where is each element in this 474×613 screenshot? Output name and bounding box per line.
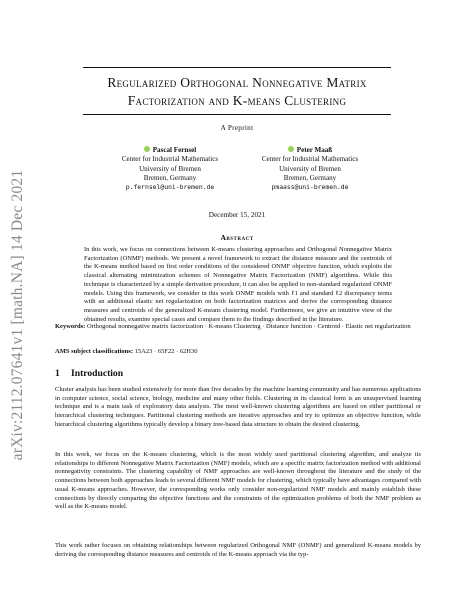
author-block-2 [240,146,380,192]
author-name: Pascal Fernsel [152,146,197,154]
keywords-text: Orthogonal nonnegative matrix factorization · K-means Clustering · Distance function · Centroid · Elastic net regularization [86,323,411,330]
author-email[interactable]: p.fernsel@uni-bremen.de [125,183,215,192]
author-university: University of Bremen [279,164,341,173]
title-bottom-rule [83,114,391,115]
abstract-heading: Abstract [220,233,254,242]
preprint-label: A Preprint [220,124,254,132]
keywords [55,323,421,332]
section-number: 1 [55,368,60,379]
author-university: University of Bremen [139,164,201,173]
title-top-rule [83,67,391,68]
section-heading [55,368,123,379]
paper-title [60,74,414,110]
date: December 15, 2021 [208,211,266,219]
ams-label: AMS subject classifications: [55,348,133,355]
author-name: Peter Maaß [296,146,333,154]
section-title: Introduction [71,368,124,379]
orcid-icon[interactable] [288,146,294,152]
ams-classifications [55,348,421,357]
author-institute: Center for Industrial Mathematics [121,155,219,164]
author-block-1 [100,146,240,192]
keywords-label: Keywords: [55,323,86,330]
author-institute: Center for Industrial Mathematics [261,155,359,164]
title-line-1: Regularized Orthogonal Nonnegative Matrix [107,75,367,90]
ams-text: 15A23 · 65F22 · 62H30 [134,348,198,355]
arxiv-stamp: arXiv:2112.07641v1 [math.NA] 14 Dec 2021 [9,169,26,461]
author-city: Bremen, Germany [283,173,337,182]
paragraph: In this work, we focus on the K-means clustering, which is the most widely used partitional clustering algorithm, and analyze its relationships to different Nonnegative Matrix Factorization (NMF) models, which are a specific matrix factorization method with additional nonnegativity constraints. The clustering capability of NMF approaches are well-known throughout the literature and the study of the connections between both approaches leads to several different NMF models for clustering, which typically have advantages compared with usual K-means approaches. However, the corresponding works only consider non-regularized NMF models and mainly establish these connections by directly comparing the objective functions and the constraints of the optimization problems of both the NMF problem as well as the K-means model. [55,451,421,511]
paragraph: Cluster analysis has been studied extensively for more than five decades by the machine learning community and has numerous applications in computer science, social science, biology, medicine and many other fields. Clustering in its classical form is an unsupervised learning technique and is a main task of exploratory data analysis. The most well-known clustering algorithms are based on either partitional or hierarchical clustering techniques. Partitional clustering methods are iterative approaches and try to optimize an objective function, while hierarchical clustering algorithms typically develop a binary tree-based data structure to obtain the desired clustering. [55,386,421,428]
author-email[interactable]: pmaass@uni-bremen.de [271,183,349,192]
paragraph: This work rather focuses on obtaining relationships between regularized Orthogonal NMF (ONMF) and generalized K-means models by deriving the corresponding distance measures and centroids of the K-means approach via the typ- [55,542,421,558]
abstract-text: In this work, we focus on connections between K-means clustering approaches and Orthogonal Nonnegative Matrix Factorization (ONMF) methods. We present a novel framework to extract the distance measure and the centroids of the K-means method based on first order conditions of the considered ONMF objective function, which exploits the classical alternating minimization schemes of Nonnegative Matrix Factorization (NMF) algorithms. While this technique is characterized by a simple derivation procedure, it can also be applied to non-standard regularized ONMF models. Using this framework, we consider in this work ONMF models with ℓ1 and standard ℓ2 discrepancy terms with an additional elastic net regularization on both factorization matrices and derive the corresponding distance measures and centroids of the generalized K-means clustering model. Furthermore, we give an intuitive view of the obtained results, examine special cases and compare them to the findings described in the literature. [84,246,392,323]
title-line-2: Factorization and K-means Clustering [127,93,347,108]
orcid-icon[interactable] [144,146,150,152]
author-city: Bremen, Germany [143,173,197,182]
